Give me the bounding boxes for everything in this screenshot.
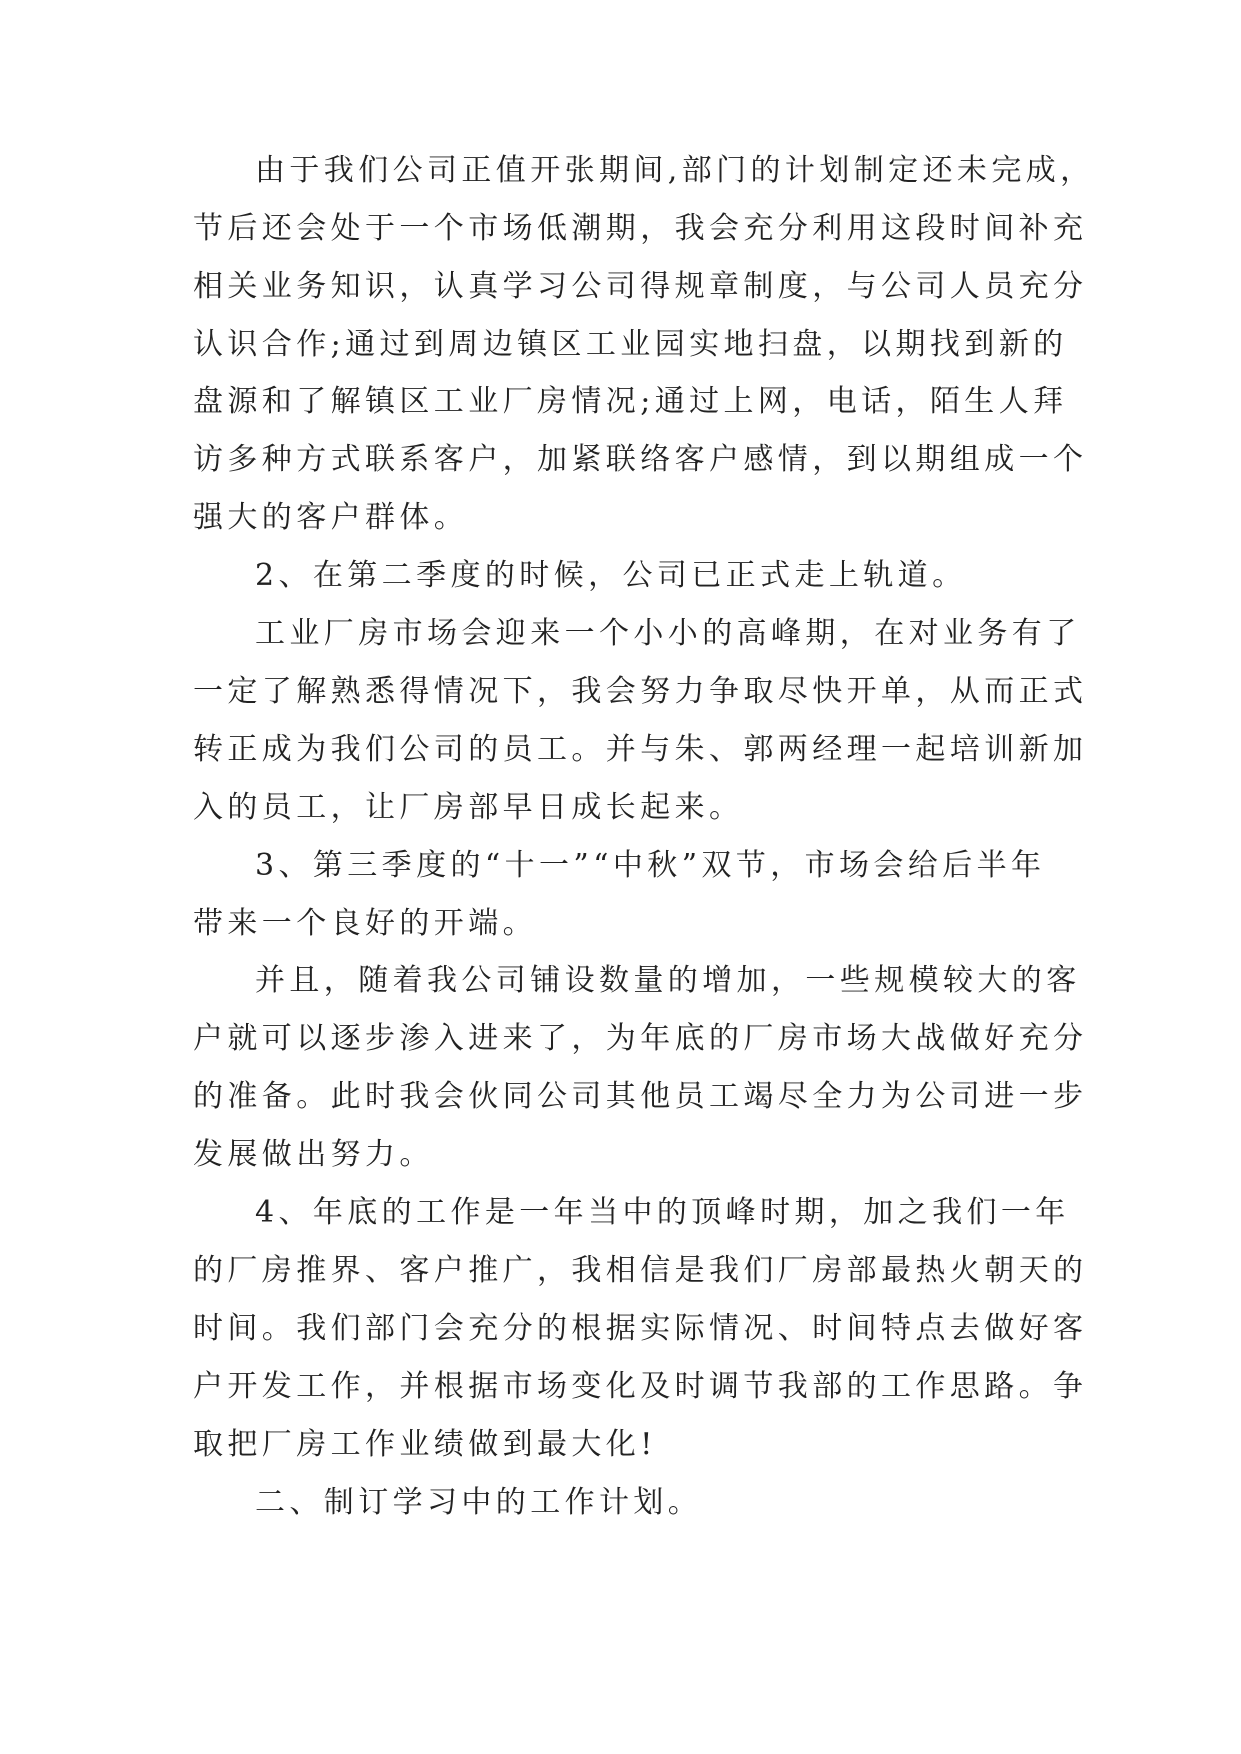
paragraph-line: 工业厂房市场会迎来一个小小的高峰期，在对业务有了 [255,616,1081,651]
paragraph-line: 发展做出努力。 [193,1137,434,1172]
paragraph-line: 的准备。此时我会伙同公司其他员工竭尽全力为公司进一步 [193,1079,1088,1114]
paragraph-line: 户就可以逐步渗入进来了，为年底的厂房市场大战做好充分 [193,1021,1088,1056]
paragraph-line: 节后还会处于一个市场低潮期，我会充分利用这段时间补充 [193,211,1088,246]
paragraph-line: 取把厂房工作业绩做到最大化! [193,1427,657,1462]
paragraph-line: 转正成为我们公司的员工。并与朱、郭两经理一起培训新加 [193,732,1088,767]
paragraph-line: 强大的客户群体。 [193,500,469,535]
paragraph-line: 一定了解熟悉得情况下，我会努力争取尽快开单，从而正式 [193,674,1088,709]
paragraph-line: 3、第三季度的“十一”“中秋”双节，市场会给后半年 [255,848,1046,883]
paragraph-line: 时间。我们部门会充分的根据实际情况、时间特点去做好客 [193,1311,1088,1346]
paragraph-line: 相关业务知识，认真学习公司得规章制度，与公司人员充分 [193,269,1088,304]
paragraph-line: 盘源和了解镇区工业厂房情况;通过上网，电话，陌生人拜 [193,384,1068,419]
paragraph-line: 由于我们公司正值开张期间,部门的计划制定还未完成， [255,153,1095,188]
paragraph-line: 带来一个良好的开端。 [193,906,537,941]
paragraph-line: 入的员工，让厂房部早日成长起来。 [193,790,744,825]
paragraph-line: 认识合作;通过到周边镇区工业园实地扫盘，以期找到新的 [193,327,1068,362]
paragraph-line: 并且，随着我公司铺设数量的增加，一些规模较大的客 [255,963,1081,998]
paragraph-line: 2、在第二季度的时候，公司已正式走上轨道。 [255,558,967,593]
section-heading: 二、制订学习中的工作计划。 [255,1485,703,1520]
paragraph-line: 户开发工作，并根据市场变化及时调节我部的工作思路。争 [193,1369,1088,1404]
paragraph-line: 4、年底的工作是一年当中的顶峰时期，加之我们一年 [255,1195,1070,1230]
paragraph-line: 访多种方式联系客户，加紧联络客户感情，到以期组成一个 [193,442,1088,477]
paragraph-line: 的厂房推界、客户推广，我相信是我们厂房部最热火朝天的 [193,1253,1088,1288]
